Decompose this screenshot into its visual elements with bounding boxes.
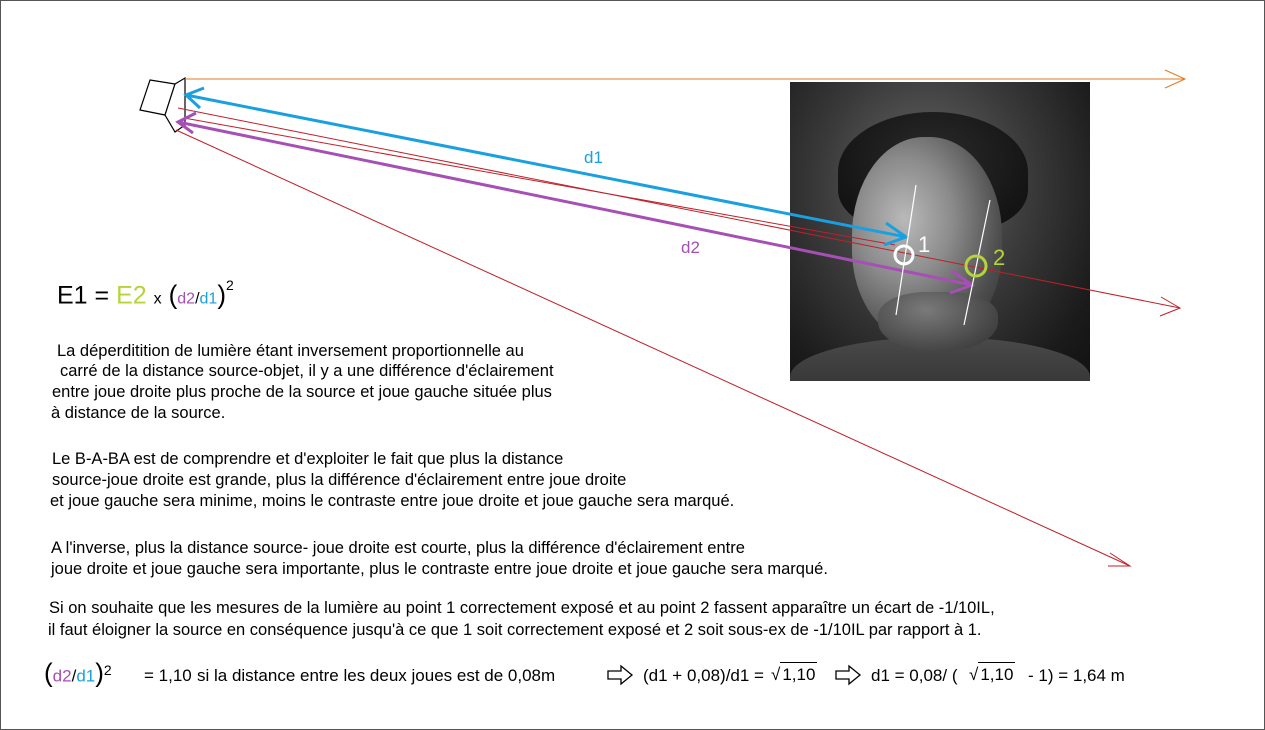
- formula-d2: d2: [177, 290, 196, 308]
- d2-label: d2: [681, 238, 700, 257]
- sqrt-expression-2: √ 1,10: [969, 662, 1015, 687]
- step-3-prefix: d1 = 0,08/ (: [871, 666, 958, 685]
- paragraph-2-line-1: Le B-A-BA est de comprendre et d'exploiter le fait que plus la distance: [52, 450, 564, 468]
- red-ray-middle: [178, 108, 1180, 316]
- ratio-result: = 1,10: [144, 666, 192, 685]
- sqrt-expression-1: √ 1,10: [771, 662, 817, 687]
- point-2-label: 2: [993, 245, 1006, 270]
- ratio-slash: /: [71, 666, 77, 686]
- formula-exponent: 2: [226, 277, 234, 293]
- paragraph-4-line-2: il faut éloigner la source en conséquence jusqu'à ce que 1 soit correctement exposé et 2 soit sous-ex de -1/10IL par rapport à 1.: [48, 621, 982, 639]
- formula-close-paren: ): [217, 279, 226, 310]
- paragraph-3-line-1: A l'inverse, plus la distance source- joue droite est courte, plus la différence d'éclairement entre: [51, 539, 745, 557]
- formula-e2: E2: [116, 281, 147, 310]
- formula-equals: =: [94, 281, 110, 310]
- sqrt-value-1: 1,10: [780, 662, 817, 687]
- d1-label: d1: [584, 148, 603, 167]
- hollow-right-arrow-icon: [606, 664, 634, 686]
- red-ray-inner: [184, 118, 895, 245]
- point-1-label: 1: [918, 232, 931, 257]
- hollow-right-arrow-icon: [834, 664, 862, 686]
- d1-arrow: [186, 88, 906, 245]
- paragraph-2-line-2: source-joue droite est grande, plus la différence d'éclairement entre joue droite: [52, 471, 627, 489]
- paragraph-1-line-4: à distance de la source.: [51, 404, 226, 422]
- step-2-expression: (d1 + 0,08)/d1 =: [643, 666, 764, 685]
- ratio-d2: d2: [52, 666, 72, 686]
- ratio-expression: [44, 658, 112, 689]
- paragraph-2-line-3: et joue gauche sera minime, moins le contraste entre joue droite et joue gauche sera marqué.: [50, 492, 735, 510]
- paragraph-4-line-1: Si on souhaite que les mesures de la lumière au point 1 correctement exposé et au point 2 fassent apparaître un écart de -1/10IL,: [49, 599, 995, 617]
- paragraph-1-line-2: carré de la distance source-objet, il y a une différence d'éclairement: [60, 362, 554, 380]
- ratio-close-paren: ): [95, 657, 104, 688]
- formula-slash: /: [195, 290, 200, 308]
- formula-times: x: [153, 290, 162, 308]
- formula-open-paren: (: [168, 279, 178, 310]
- step-3-result: - 1) = 1,64 m: [1028, 666, 1125, 685]
- orange-ray: [185, 70, 1185, 88]
- paragraph-1-line-3: entre joue droite plus proche de la source et joue gauche située plus: [52, 383, 552, 401]
- formula-d1: d1: [199, 290, 218, 308]
- illumination-formula: [57, 272, 234, 316]
- paragraph-3-line-2: joue droite et joue gauche sera importante, plus le contraste entre joue droite et joue gauche sera marqué.: [51, 560, 828, 578]
- paragraph-1-line-1: La déperditition de lumière étant inversement proportionnelle au: [57, 342, 524, 360]
- ratio-exponent: 2: [103, 662, 112, 678]
- ratio-open-paren: (: [44, 657, 53, 688]
- d2-arrow: [178, 113, 972, 293]
- distance-condition: si la distance entre les deux joues est de 0,08m: [197, 666, 556, 685]
- sqrt-value-2: 1,10: [978, 662, 1015, 687]
- ratio-d1: d1: [76, 666, 96, 686]
- formula-e1: E1: [57, 281, 88, 310]
